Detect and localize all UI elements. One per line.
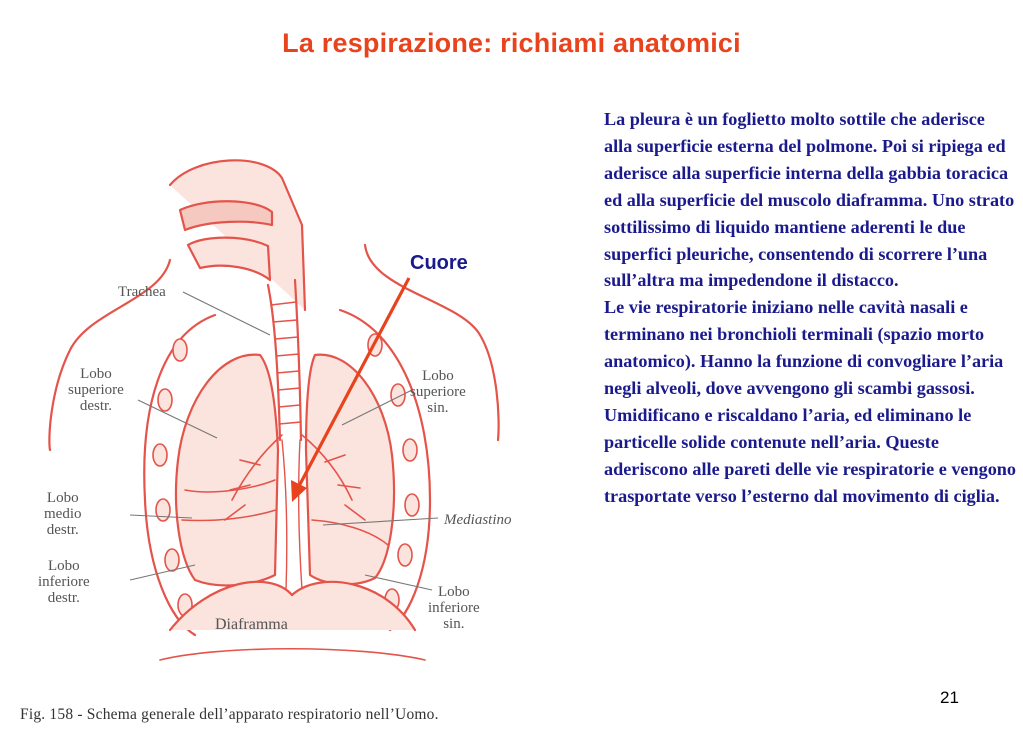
label-lobo-superiore-sin: Lobo superiore sin. (410, 368, 466, 416)
right-lung (176, 355, 278, 586)
respiratory-system-figure (20, 150, 590, 690)
head-outline (170, 160, 305, 310)
slide-title: La respirazione: richiami anatomici (282, 28, 741, 58)
label-mediastino: Mediastino (444, 512, 512, 528)
airways-paragraph: Le vie respiratorie iniziano nelle cavità nasali e terminano nei bronchioli terminali (spazio morto anatomico). Hanno la funzione di convogliare l’aria negli alveoli, dove avvengono gli scambi gassosi. Umidificano e riscaldano l’aria, ed eliminano le particelle solide contenute nell’aria. Queste aderiscono alle pareti delle vie respiratorie e vengono trasportate verso l’esterno dal movimento di ciglia. (604, 297, 1017, 506)
figure-caption: Fig. 158 - Schema generale dell’apparato respiratorio nell’Uomo. (20, 706, 439, 723)
body-text (604, 106, 1016, 510)
trachea-rings (271, 302, 301, 424)
label-cuore: Cuore (410, 252, 468, 274)
page-number: 21 (940, 688, 959, 707)
label-lobo-medio-destr: Lobo medio destr. (44, 490, 82, 538)
label-lobo-inferiore-destr: Lobo inferiore destr. (38, 558, 90, 606)
respiratory-anatomy-drawing (20, 150, 590, 690)
diaphragm (170, 582, 415, 630)
label-lobo-inferiore-sin: Lobo inferiore sin. (428, 584, 480, 632)
label-lobo-superiore-destr: Lobo superiore destr. (68, 366, 124, 414)
diaphragm-base (160, 649, 425, 660)
pleura-paragraph: La pleura è un foglietto molto sottile che aderisce alla superficie esterna del polmone. Poi si ripiega ed aderisce alla superficie interna della gabbia toracica ed alla superficie del muscolo diaframma. Uno strato sottilissimo di liquido mantiene aderenti le due superfici pleuriche, consentendo di scorrere l’una sull’altra ma impedendone il distacco. (604, 109, 1015, 291)
label-diaframma: Diaframma (215, 616, 288, 633)
oral-cavity (188, 238, 270, 280)
label-leader-lines (130, 292, 438, 590)
mediastinum (282, 440, 302, 590)
label-trachea: Trachea (118, 284, 166, 300)
